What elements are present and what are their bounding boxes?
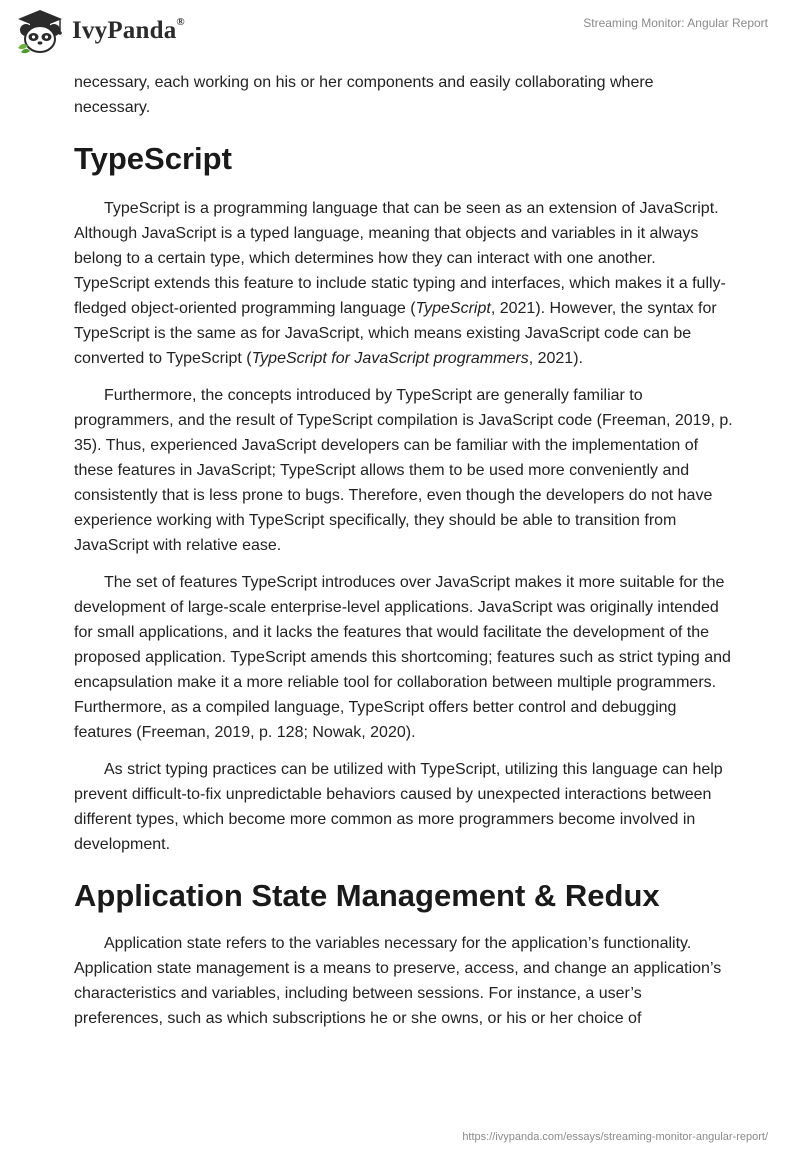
source-url[interactable]: https://ivypanda.com/essays/streaming-monitor-angular-report/	[462, 1131, 768, 1143]
typescript-paragraph-1: TypeScript is a programming language that can be seen as an extension of JavaScript. Although JavaScript is a typed language, meaning that objects and variables in it always belong to a certain type, which determines how they can interact with one another. TypeScript extends this feature to include static typing and interfaces, which makes it a fully-fledged object-oriented programming language (TypeScript, 2021). However, the syntax for TypeScript is the same as for JavaScript, which means existing JavaScript code can be converted to TypeScript (TypeScript for JavaScript programmers, 2021).	[74, 200, 726, 367]
brand-logo[interactable]	[14, 8, 185, 54]
intro-paragraph-tail: necessary, each working on his or her components and easily collaborating where necessary.	[74, 74, 654, 116]
citation-typescript-for-js: TypeScript for JavaScript programmers	[251, 350, 529, 367]
heading-typescript: TypeScript	[74, 141, 232, 176]
typescript-paragraph-2: Furthermore, the concepts introduced by TypeScript are generally familiar to programmers, and the result of TypeScript compilation is JavaScript code (Freeman, 2019, p. 35). Thus, experienced JavaScript developers can be familiar with the implementation of these features in JavaScript; TypeScript allows them to be used more conveniently and consistently that is less prone to bugs. Therefore, even though the developers do not have experience working with TypeScript specifically, they should be able to transition from JavaScript with relative ease.	[74, 387, 733, 554]
page-header	[0, 0, 800, 70]
document-title: Streaming Monitor: Angular Report	[583, 16, 768, 30]
heading-state-management: Application State Management & Redux	[74, 878, 660, 913]
typescript-paragraph-4: As strict typing practices can be utilized with TypeScript, utilizing this language can help prevent difficult-to-fix unpredictable behaviors caused by unexpected interactions between different types, which become more common as more programmers become involved in development.	[74, 761, 723, 853]
panda-mascot-icon	[14, 8, 66, 54]
brand-name: IvyPanda®	[72, 15, 185, 44]
state-management-paragraph-1: Application state refers to the variables necessary for the application’s functionality. Application state management is a means to preserve, access, and change an application’s characteristics and variables, including between sessions. For instance, a user’s preferences, such as which subscriptions he or she owns, or his or her choice of	[74, 935, 722, 1027]
citation-typescript: TypeScript	[415, 300, 491, 317]
essay-content	[74, 70, 734, 1043]
typescript-paragraph-3: The set of features TypeScript introduces over JavaScript makes it more suitable for the development of large-scale enterprise-level applications. JavaScript was originally intended for small applications, and it lacks the features that would facilitate the development of the proposed application. TypeScript amends this shortcoming; features such as strict typing and encapsulation make it a more reliable tool for collaboration between multiple programmers. Furthermore, as a compiled language, TypeScript offers better control and debugging features (Freeman, 2019, p. 128; Nowak, 2020).	[74, 574, 731, 741]
